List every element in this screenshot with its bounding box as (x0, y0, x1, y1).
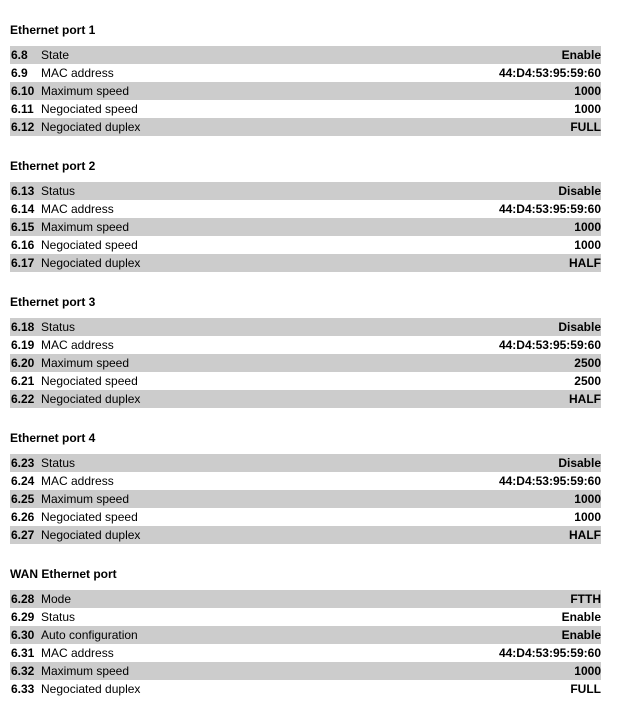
row-label: Negociated duplex (41, 682, 141, 696)
row-label: Negociated speed (41, 510, 138, 524)
section-ethernet-port-3 (10, 293, 601, 408)
section-title: Ethernet port 1 (10, 23, 96, 37)
table-row (10, 236, 601, 254)
row-value: 44:D4:53:95:59:60 (498, 646, 601, 660)
row-label: Status (41, 456, 76, 470)
row-value: 2500 (574, 374, 601, 388)
info-table (10, 182, 601, 272)
table-row (10, 526, 601, 544)
row-value: Disable (558, 184, 601, 198)
row-number: 6.33 (11, 682, 35, 696)
table-row (10, 680, 601, 698)
section-title: Ethernet port 3 (10, 295, 96, 309)
info-table (10, 46, 601, 136)
row-label: Maximum speed (41, 220, 130, 234)
section-ethernet-port-1 (10, 21, 601, 136)
table-row (10, 46, 601, 64)
port-status-page (10, 0, 601, 698)
row-label: Negociated speed (41, 374, 138, 388)
row-number: 6.29 (11, 610, 35, 624)
row-value: FULL (570, 682, 601, 696)
row-number: 6.17 (11, 256, 35, 270)
table-row (10, 64, 601, 82)
row-label: Negociated speed (41, 238, 138, 252)
table-row (10, 626, 601, 644)
row-value: 44:D4:53:95:59:60 (498, 202, 601, 216)
section-wan-ethernet-port (10, 565, 601, 698)
row-number: 6.24 (11, 474, 35, 488)
row-label: Status (41, 184, 76, 198)
table-row (10, 390, 601, 408)
row-label: MAC address (41, 646, 114, 660)
row-value: 2500 (574, 356, 601, 370)
row-number: 6.11 (11, 102, 34, 116)
row-number: 6.28 (11, 592, 35, 606)
row-value: 1000 (574, 664, 601, 678)
row-label: MAC address (41, 66, 114, 80)
row-value: 1000 (574, 510, 601, 524)
row-value: 1000 (574, 492, 601, 506)
row-label: Negociated duplex (41, 528, 141, 542)
row-number: 6.20 (11, 356, 35, 370)
row-number: 6.8 (11, 48, 28, 62)
section-title: Ethernet port 2 (10, 159, 96, 173)
table-row (10, 336, 601, 354)
row-value: FULL (570, 120, 601, 134)
row-value: 1000 (574, 238, 601, 252)
table-row (10, 372, 601, 390)
row-value: Enable (561, 628, 601, 642)
row-number: 6.10 (11, 84, 35, 98)
table-row (10, 472, 601, 490)
row-number: 6.32 (11, 664, 35, 678)
table-row (10, 662, 601, 680)
row-label: Negociated duplex (41, 256, 141, 270)
row-label: Status (41, 610, 76, 624)
info-table (10, 590, 601, 698)
row-number: 6.30 (11, 628, 35, 642)
row-value: Enable (561, 48, 601, 62)
row-value: 1000 (574, 84, 601, 98)
row-number: 6.31 (11, 646, 35, 660)
table-row (10, 608, 601, 626)
row-value: 44:D4:53:95:59:60 (498, 66, 601, 80)
row-value: HALF (569, 528, 601, 542)
row-value: Disable (558, 456, 601, 470)
section-ethernet-port-4 (10, 429, 601, 544)
table-row (10, 508, 601, 526)
section-title: WAN Ethernet port (10, 567, 117, 581)
section-ethernet-port-2 (10, 157, 601, 272)
row-label: Negociated duplex (41, 120, 141, 134)
table-row (10, 254, 601, 272)
row-label: State (41, 48, 70, 62)
section-title: Ethernet port 4 (10, 431, 96, 445)
table-row (10, 454, 601, 472)
row-value: 1000 (574, 102, 601, 116)
row-value: 1000 (574, 220, 601, 234)
info-table (10, 454, 601, 544)
table-row (10, 590, 601, 608)
row-number: 6.9 (11, 66, 28, 80)
info-table (10, 318, 601, 408)
row-number: 6.13 (11, 184, 35, 198)
row-value: Disable (558, 320, 601, 334)
row-number: 6.16 (11, 238, 35, 252)
table-row (10, 218, 601, 236)
row-label: MAC address (41, 474, 114, 488)
row-number: 6.14 (11, 202, 35, 216)
row-number: 6.19 (11, 338, 35, 352)
row-label: MAC address (41, 338, 114, 352)
row-label: Maximum speed (41, 492, 130, 506)
table-row (10, 182, 601, 200)
table-row (10, 490, 601, 508)
table-row (10, 644, 601, 662)
table-row (10, 354, 601, 372)
table-row (10, 118, 601, 136)
row-value: HALF (569, 256, 601, 270)
table-row (10, 82, 601, 100)
row-label: Maximum speed (41, 356, 130, 370)
row-label: Status (41, 320, 76, 334)
row-label: Maximum speed (41, 664, 130, 678)
row-value: HALF (569, 392, 601, 406)
table-row (10, 318, 601, 336)
row-value: Enable (561, 610, 601, 624)
row-number: 6.23 (11, 456, 35, 470)
row-number: 6.12 (11, 120, 35, 134)
row-number: 6.26 (11, 510, 35, 524)
row-label: Mode (41, 592, 72, 606)
table-row (10, 200, 601, 218)
row-number: 6.25 (11, 492, 35, 506)
row-label: Negociated duplex (41, 392, 141, 406)
row-label: Negociated speed (41, 102, 138, 116)
row-label: Maximum speed (41, 84, 130, 98)
row-number: 6.22 (11, 392, 35, 406)
row-value: 44:D4:53:95:59:60 (498, 474, 601, 488)
row-value: 44:D4:53:95:59:60 (498, 338, 601, 352)
row-label: Auto configuration (41, 628, 138, 642)
row-value: FTTH (570, 592, 601, 606)
table-row (10, 100, 601, 118)
row-label: MAC address (41, 202, 114, 216)
row-number: 6.18 (11, 320, 35, 334)
row-number: 6.21 (11, 374, 35, 388)
row-number: 6.15 (11, 220, 35, 234)
row-number: 6.27 (11, 528, 35, 542)
